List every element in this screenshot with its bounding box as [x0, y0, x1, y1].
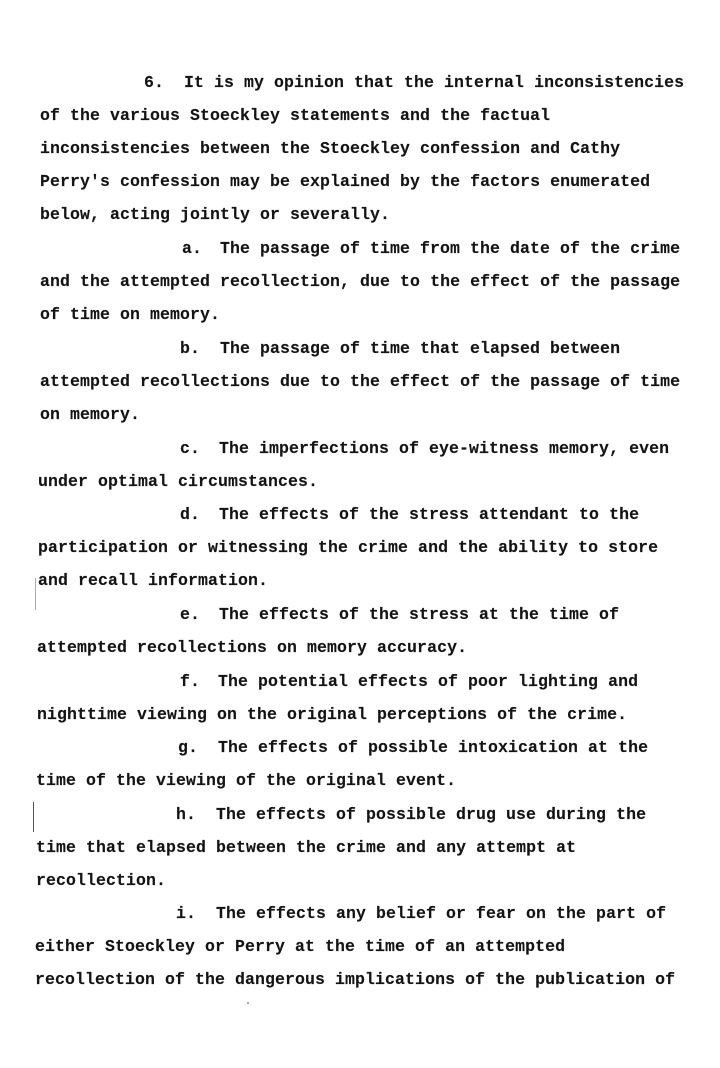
item-i-letter: i. [176, 904, 197, 923]
item-g-letter: g. [178, 738, 199, 757]
item-f-line-1: The potential effects of poor lighting and [218, 672, 639, 691]
paragraph-6-line-3: inconsistencies between the Stoeckley confession and Cathy [40, 139, 621, 158]
item-c-line-2: under optimal circumstances. [38, 472, 319, 491]
item-a-line-2: and the attempted recollection, due to the effect of the passage [40, 272, 681, 291]
item-h-line-1: The effects of possible drug use during the [216, 805, 647, 824]
item-d-line-3: and recall information. [38, 571, 269, 590]
item-h-letter: h. [176, 805, 197, 824]
item-e-line-2: attempted recollections on memory accuracy. [37, 638, 468, 657]
item-i-line-1: The effects any belief or fear on the part of [216, 904, 667, 923]
item-b-line-3: on memory. [40, 405, 141, 424]
item-b-line-1: The passage of time that elapsed between [220, 339, 621, 358]
item-f-letter: f. [180, 672, 201, 691]
item-h-line-3: recollection. [36, 871, 167, 890]
item-e-letter: e. [180, 605, 201, 624]
item-d-letter: d. [180, 505, 201, 524]
item-d-line-2: participation or witnessing the crime and the ability to store [38, 538, 659, 557]
item-i-line-2: either Stoeckley or Perry at the time of an attempted [35, 937, 566, 956]
item-d-line-1: The effects of the stress attendant to the [219, 505, 640, 524]
item-g-line-2: time of the viewing of the original event. [36, 771, 457, 790]
item-e-line-1: The effects of the stress at the time of [219, 605, 620, 624]
item-b-line-2: attempted recollections due to the effect of the passage of time [40, 372, 681, 391]
item-a-letter: a. [182, 239, 203, 258]
paragraph-6-line-1: 6. It is my opinion that the internal inconsistencies [144, 73, 685, 92]
item-b-letter: b. [180, 339, 201, 358]
item-f-line-2: nighttime viewing on the original perceptions of the crime. [37, 705, 628, 724]
paragraph-6-line-5: below, acting jointly or severally. [40, 205, 391, 224]
scan-speck [247, 1002, 249, 1004]
item-a-line-1: The passage of time from the date of the crime [220, 239, 681, 258]
item-h-line-2: time that elapsed between the crime and any attempt at [36, 838, 577, 857]
item-c-line-1: The imperfections of eye-witness memory, even [219, 439, 670, 458]
margin-scan-mark [33, 802, 34, 832]
margin-scan-mark [35, 578, 36, 610]
item-i-line-3: recollection of the dangerous implications of the publication of [35, 970, 676, 989]
item-c-letter: c. [180, 439, 201, 458]
item-a-line-3: of time on memory. [40, 305, 221, 324]
paragraph-6-line-2: of the various Stoeckley statements and the factual [40, 106, 551, 125]
paragraph-6-line-4: Perry's confession may be explained by the factors enumerated [40, 172, 651, 191]
item-g-line-1: The effects of possible intoxication at the [218, 738, 649, 757]
